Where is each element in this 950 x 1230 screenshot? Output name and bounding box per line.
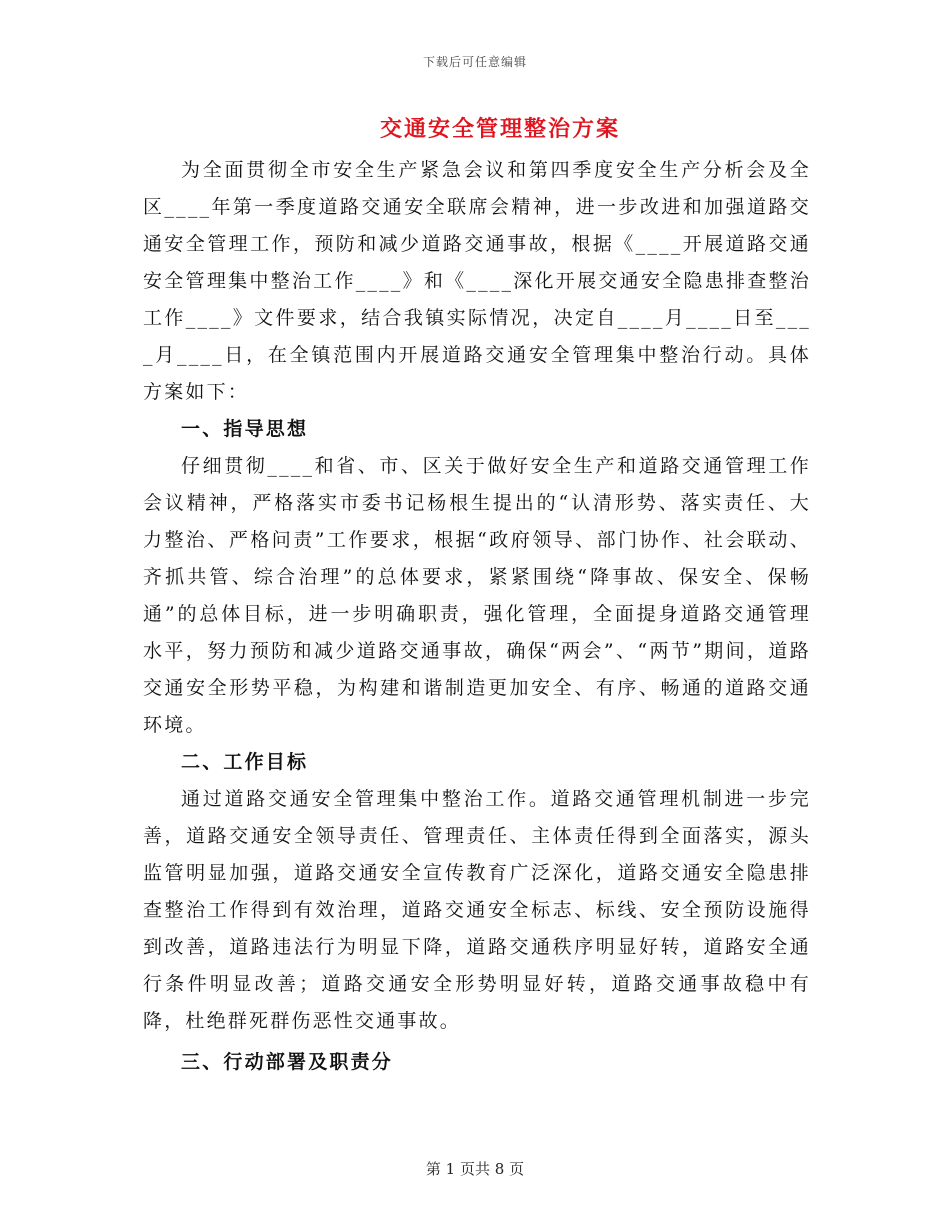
section-body-work-goals: 通过道路交通安全管理集中整治工作。道路交通管理机制进一步完善，道路交通安全领导责任、管理责任、主体责任得到全面落实，源头监管明显加强，道路交通安全宣传教育广泛深化，道路交通安全隐患排查整治工作得到有效治理，道路交通安全标志、标线、安全预防设施得到改善，道路违法行为明显下降，道路交通秩序明显好转，道路安全通行条件明显改善；道路交通安全形势明显好转，道路交通事故稳中有降，杜绝群死群伤恶性交通事故。 — [143, 788, 811, 1032]
section-heading-action-deployment: 三、行动部署及职责分 — [181, 1051, 394, 1073]
section-body-guiding-ideology: 仔细贯彻____和省、市、区关于做好安全生产和道路交通管理工作会议精神，严格落实市委书记杨根生提出的“认清形势、落实责任、大力整治、严格问责”工作要求，根据“政府领导、部门协作、社会联动、齐抓共管、综合治理”的总体要求，紧紧围绕“降事故、保安全、保畅通”的总体目标，进一步明确职责，强化管理，全面提身道路交通管理水平，努力预防和减少道路交通事故，确保“两会”、“两节”期间，道路交通安全形势平稳，为构建和谐制造更加安全、有序、畅通的道路交通环境。 — [143, 455, 811, 736]
document-body — [143, 152, 811, 1081]
intro-paragraph: 为全面贯彻全市安全生产紧急会议和第四季度安全生产分析会及全区____年第一季度道路交通安全联席会精神，进一步改进和加强道路交通安全管理工作，预防和减少道路交通事故，根据《____开展道路交通安全管理集中整治工作____》和《____深化开展交通安全隐患排查整治工作____》文件要求，结合我镇实际情况，决定自____月____日至____月____日，在全镇范围内开展道路交通安全管理集中整治行动。具体方案如下： — [143, 159, 811, 403]
page-number-footer: 第 1 页共 8 页 — [425, 1160, 525, 1178]
section-heading-work-goals: 二、工作目标 — [181, 751, 309, 773]
section-heading-guiding-ideology: 一、指导思想 — [181, 418, 309, 440]
page-header-note: 下载后可任意编辑 — [422, 55, 527, 69]
document-title: 交通安全管理整治方案 — [379, 116, 620, 142]
